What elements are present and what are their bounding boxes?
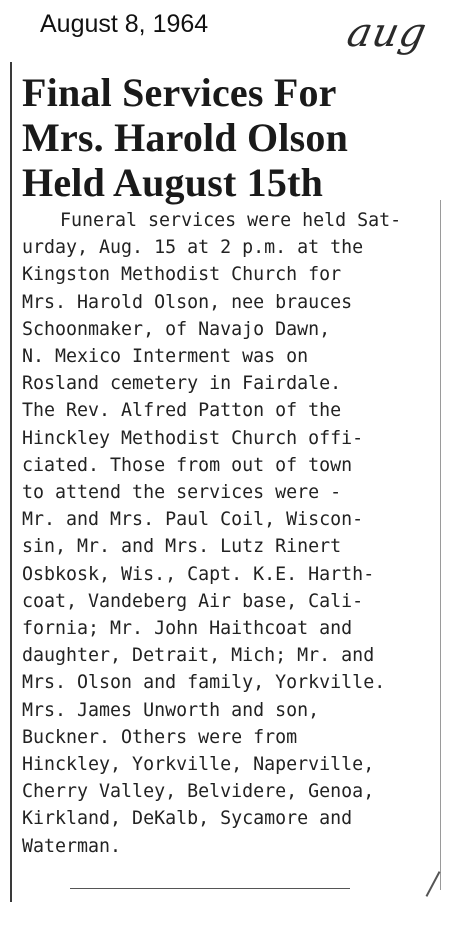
body-line: Kirkland, DeKalb, Sycamore and xyxy=(22,808,353,830)
body-line: coat, Vandeberg Air base, Cali- xyxy=(22,590,364,612)
body-line: Hinckley Methodist Church offi- xyxy=(22,427,364,449)
body-line: fornia; Mr. John Haithcoat and xyxy=(22,618,353,640)
handwritten-note: aug xyxy=(343,10,432,56)
corner-mark xyxy=(426,871,441,897)
body-line: The Rev. Alfred Patton of the xyxy=(22,400,342,422)
headline-line: Mrs. Harold Olson xyxy=(22,115,349,160)
body-line: Mrs. Olson and family, Yorkville. xyxy=(22,672,386,694)
body-line: Hinckley, Yorkville, Naperville, xyxy=(22,754,375,776)
body-line: urday, Aug. 15 at 2 p.m. at the xyxy=(22,237,364,259)
body-line: sin, Mr. and Mrs. Lutz Rinert xyxy=(22,536,342,558)
body-line: Kingston Methodist Church for xyxy=(22,264,342,286)
body-line: Funeral services were held Sat- xyxy=(60,210,402,231)
clipping-right-border xyxy=(440,200,441,890)
body-line: Mrs. James Unworth and son, xyxy=(22,699,320,721)
body-line: Osbkosk, Wis., Capt. K.E. Harth- xyxy=(22,563,375,585)
article-body xyxy=(22,207,440,860)
clipping-left-border xyxy=(10,62,12,902)
body-line: ciated. Those from out of town xyxy=(22,454,353,476)
headline-line: Final Services For xyxy=(22,70,337,115)
body-line: Mrs. Harold Olson, nee brauces xyxy=(22,291,353,313)
body-line: Rosland cemetery in Fairdale. xyxy=(22,373,342,395)
body-line: daughter, Detrait, Mich; Mr. and xyxy=(22,645,375,667)
body-line: Schoonmaker, of Navajo Dawn, xyxy=(22,318,331,340)
body-line: Cherry Valley, Belvidere, Genoa, xyxy=(22,781,375,803)
bottom-divider xyxy=(70,888,350,889)
body-line: Mr. and Mrs. Paul Coil, Wiscon- xyxy=(22,509,364,531)
body-line: Buckner. Others were from xyxy=(22,726,298,748)
article-headline xyxy=(22,70,442,205)
body-line: to attend the services were - xyxy=(22,482,342,504)
body-line: Waterman. xyxy=(22,835,122,857)
date-label: August 8, 1964 xyxy=(40,10,209,38)
body-line: N. Mexico Interment was on xyxy=(22,346,309,368)
headline-line: Held August 15th xyxy=(22,160,324,205)
